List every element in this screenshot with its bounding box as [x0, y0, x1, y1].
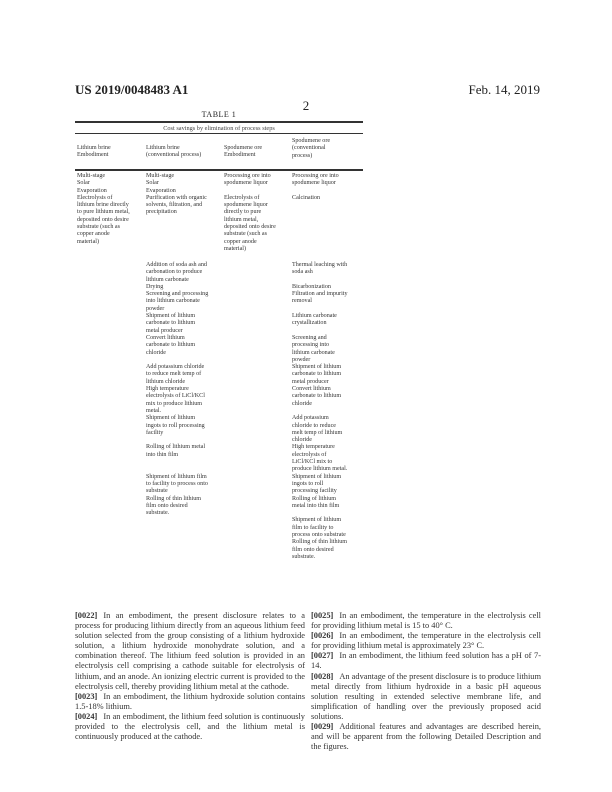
text-column-right — [311, 611, 541, 752]
paragraph-text: In an embodiment, the present disclosure relates to a process for producing lithium directly from an aqueous lithium feed solution selected from the group consisting of a lithium hydroxide solution, a lithium hydroxide monohydrate solution, and a combination thereof. The lithium feed solution is provided in an electrolysis cell comprising a cathode suitable for electrolysis of lithium, and an anode. An ionizing electric current is provided to the electrolysis cell, thereby providing lithium metal at the cathode. — [75, 611, 305, 691]
paragraph-text: In an embodiment, the temperature in the electrolysis cell for providing lithium metal is approximately 23° C. — [311, 631, 541, 651]
column-header: Spodumene ore Embodiment — [224, 145, 263, 159]
paragraph-number: [0022] — [75, 611, 98, 620]
paragraph — [75, 692, 305, 712]
table-cell: Processing ore into spodumene liquor Electrolysis of spodumene liquor directly to pure lithium metal, deposited onto desire substrate (such as copper anode material) — [224, 173, 276, 252]
table-top-rule — [75, 121, 363, 123]
paragraph — [311, 672, 541, 722]
publication-date: Feb. 14, 2019 — [468, 82, 540, 97]
column-header: Lithium brine Embodiment — [77, 145, 111, 159]
publication-number: US 2019/0048483 A1 — [75, 82, 189, 97]
column-header: Spodumene ore (conventional process) — [292, 138, 331, 159]
paragraph-text: In an embodiment, the lithium feed solution has a pH of 7-14. — [311, 651, 541, 671]
header-rule — [75, 169, 363, 171]
paragraph-text: In an embodiment, the temperature in the electrolysis cell for providing lithium metal is 15 to 40° C. — [311, 611, 541, 631]
paragraph-number: [0024] — [75, 711, 98, 721]
paragraph — [311, 631, 541, 651]
table-title: TABLE 1 — [201, 110, 237, 119]
paragraph-number: [0025] — [311, 611, 334, 620]
table-cell: Addition of soda ash and carbonation to produce lithium carbonate Drying Screening and processing into lithium carbonate powder Shipment of lithium carbonate to lithium metal producer Convert lithium carbonate to lithium chloride Add potassium chloride to reduce melt temp of lithium chloride High temperature electrolysis of LiCl/KCl mix to produce lithium metal. Shipment of lithium ingots to roll processing facility Rolling of lithium metal into thin film Shipment of lithium film to facility to process onto substrate Rolling of thin lithium film onto desired substrate. — [146, 262, 209, 517]
paragraph-text: In an embodiment, the lithium hydroxide solution contains 1.5-18% lithium. — [75, 691, 305, 711]
table-cell: Multi-stage Solar Evaporation Purification with organic solvents, filtration, and precipitation — [146, 173, 207, 216]
paragraph-number: [0027] — [311, 651, 334, 661]
caption-rule — [75, 133, 363, 134]
table-cell: Processing ore into spodumene liquor Calcination — [292, 173, 339, 201]
page-number: 2 — [302, 98, 310, 113]
paragraph — [311, 611, 541, 631]
paragraph-number: [0028] — [311, 671, 334, 681]
paragraph — [75, 611, 305, 692]
table-cell: Multi-stage Solar Evaporation Electrolysis of lithium brine directly to pure lithium metal, deposited onto desire substrate (such as copper anode material) — [77, 173, 130, 245]
table-cell: Thermal leaching with soda ash Bicarbonization Filtration and impurity removal Lithium carbonate crystallization Screening and processing into lithium carbonate powder Shipment of lithium carbonate to lithium metal producer Convert lithium carbonate to lithium chloride Add potassium chloride to reduce melt temp of lithium chloride High temperature electrolysis of LiCl/KCl mix to produce lithium metal. Shipment of lithium ingots to roll processing facility Rolling of lithium metal into thin film Shipment of lithium film to facility to process onto substrate Rolling of thin lithium film onto desired substrate. — [292, 262, 348, 560]
paragraph-number: [0026] — [311, 631, 334, 641]
paragraph-number: [0023] — [75, 691, 98, 701]
table-caption: Cost savings by elimination of process steps — [163, 125, 275, 132]
paragraph — [311, 651, 541, 671]
paragraph-text: In an embodiment, the lithium feed solution is continuously provided to the electrolysis cell, and the lithium metal is continuously produced at the cathode. — [75, 711, 305, 742]
column-header: Lithium brine (conventional process) — [146, 145, 202, 159]
text-column-left — [75, 611, 305, 742]
paragraph-text: Additional features and advantages are described herein, and will be apparent from the following Detailed Description and the figures. — [311, 722, 541, 752]
paragraph — [75, 712, 305, 742]
paragraph — [311, 722, 541, 752]
paragraph-number: [0029] — [311, 722, 334, 732]
paragraph-text: An advantage of the present disclosure is to produce lithium metal directly from lithium hydroxide in a basic pH aqueous solution resulting in extended selective membrane life, and simplification of handling over the previously proposed acid solutions. — [311, 671, 541, 721]
